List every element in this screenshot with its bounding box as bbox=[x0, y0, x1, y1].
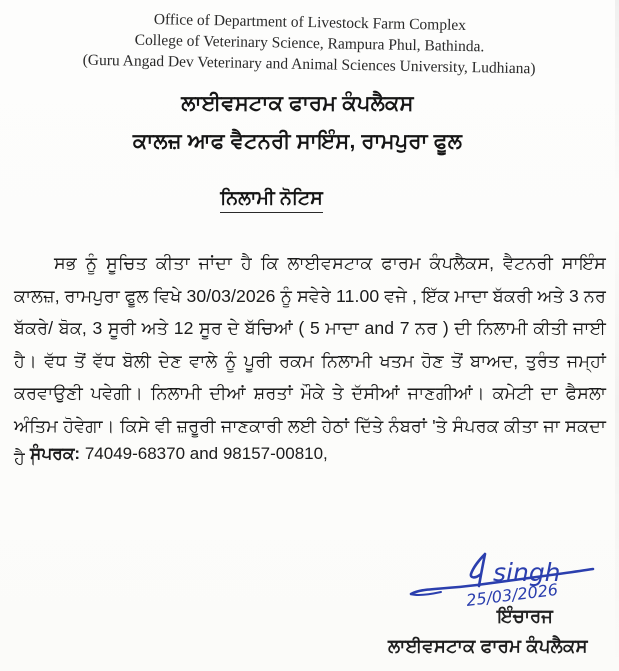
english-letterhead bbox=[0, 6, 619, 81]
office-line: Office of Department of Livestock Farm Complex bbox=[153, 11, 467, 34]
signature-date-text: 25/03/2026 bbox=[465, 579, 560, 610]
contact-numbers: 74049-68370 and 98157-00810, bbox=[84, 444, 328, 463]
punjabi-title-college: ਕਾਲਜ਼ ਆਫ ਵੈਟਨਰੀ ਸਾਇੰਸ, ਰਾਮਪੁਰਾ ਫੂਲ bbox=[132, 130, 463, 153]
signature-name-text: singh bbox=[493, 558, 561, 587]
college-line: College of Veterinary Science, Rampura Phul, Bathinda. bbox=[134, 31, 485, 56]
contact-line bbox=[30, 444, 328, 464]
university-line: (Guru Angad Dev Veterinary and Animal Sciences University, Ludhiana) bbox=[82, 51, 536, 78]
signing-organization: ਲਾਈਵਸਟਾਕ ਫਾਰਮ ਕੰਪਲੈਕਸ bbox=[388, 636, 588, 656]
scan-edge-artifact bbox=[615, 0, 619, 671]
contact-label: ਸੰਪਰਕ: bbox=[30, 444, 81, 463]
notice-body-paragraph: ਸਭ ਨੂੰ ਸੂਚਿਤ ਕੀਤਾ ਜਾਂਦਾ ਹੈ ਕਿ ਲਾਈਵਸਟਾਕ ਫਾਰਮ ਕੰਪਲੈਕਸ, ਵੈਟਨਰੀ ਸਾਇੰਸ ਕਾਲਜ਼, ਰਾਮਪੁਰਾ ਫੂਲ ਵਿਖੇ 30/03/2026 ਨੂੰ ਸਵੇਰੇ 11.00 ਵਜੇ , ਇੱਕ ਮਾਦਾ ਬੱਕਰੀ ਅਤੇ 3 ਨਰ ਬੱਕਰੇ/ ਬੋਕ, 3 ਸੂਰੀ ਅਤੇ 12 ਸੂਰ ਦੇ ਬੱਚਿਆਂ ( 5 ਮਾਦਾ and 7 ਨਰ ) ਦੀ ਨਿਲਾਮੀ ਕੀਤੀ ਜਾਈ ਹੈ। ਵੱਧ ਤੋਂ ਵੱਧ ਬੋਲੀ ਦੇਣ ਵਾਲੇ ਨੂੰ ਪੂਰੀ ਰਕਮ ਨਿਲਾਮੀ ਖਤਮ ਹੋਣ ਤੋਂ ਬਾਅਦ, ਤੁਰੰਤ ਜਮ੍ਹਾਂ ਕਰਵਾਉਣੀ ਪਵੇਗੀ। ਨਿਲਾਮੀ ਦੀਆਂ ਸ਼ਰਤਾਂ ਮੌਕੇ ਤੇ ਦੱਸੀਆਂ ਜਾਣਗੀਆਂ। ਕਮੇਟੀ ਦਾ ਫੈਸਲਾ ਅੰਤਿਮ ਹੋਵੇਗਾ। ਕਿਸੇ ਵੀ ਜ਼ਰੂਰੀ ਜਾਣਕਾਰੀ ਲਈ ਹੇਠਾਂ ਦਿੱਤੇ ਨੰਬਰਾਂ 'ਤੇ ਸੰਪਰਕ ਕੀਤਾ ਜਾ ਸਕਦਾ ਹੈ। bbox=[14, 253, 606, 468]
punjabi-title-complex: ਲਾਈਵਸਟਾਕ ਫਾਰਮ ਕੰਪਲੈਕਸ bbox=[181, 92, 414, 115]
notice-title-wrap bbox=[0, 188, 581, 213]
notice-title: ਨਿਲਾਮੀ ਨੋਟਿਸ bbox=[220, 188, 323, 213]
designation-incharge: ਇੰਚਾਰਜ bbox=[497, 606, 553, 626]
